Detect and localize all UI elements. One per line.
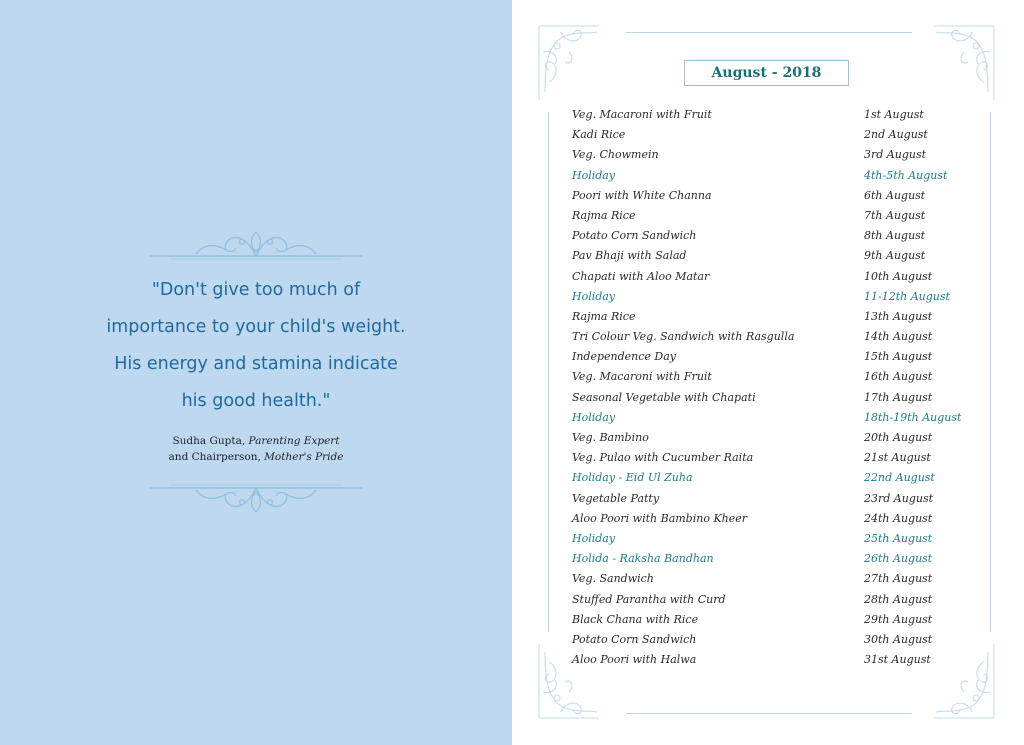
- menu-row: [572, 327, 992, 347]
- menu-dish: Holiday: [572, 410, 616, 424]
- menu-dish: Independence Day: [572, 350, 677, 364]
- menu-date: 2nd August: [864, 128, 928, 142]
- menu-date: 16th August: [864, 370, 933, 384]
- menu-row-holiday: [572, 166, 992, 186]
- menu-row: [572, 226, 992, 246]
- menu-row-holiday: [572, 408, 992, 428]
- menu-dish: Poori with White Channa: [572, 188, 712, 202]
- menu-row: [572, 388, 992, 408]
- menu-dish: Rajma Rice: [572, 309, 636, 323]
- menu-date: 18th-19th August: [864, 410, 962, 424]
- menu-dish: Veg. Chowmein: [572, 148, 659, 162]
- menu-row: [572, 186, 992, 206]
- menu-dish: Aloo Poori with Bambino Kheer: [572, 511, 748, 525]
- quote-attribution: [60, 433, 452, 465]
- quote-line: importance to your child's weight.: [106, 317, 406, 337]
- menu-row-holiday: [572, 468, 992, 488]
- menu-date: 9th August: [864, 249, 926, 263]
- menu-row: [572, 307, 992, 327]
- quote-line: "Don't give too much of: [151, 280, 361, 300]
- menu-date: 8th August: [864, 229, 926, 243]
- menu-date: 1st August: [864, 108, 924, 121]
- frame-bottom-line: [626, 713, 912, 714]
- frame-left-line: [548, 112, 549, 632]
- menu-row: [572, 569, 992, 589]
- menu-date: 17th August: [864, 390, 933, 404]
- menu-dish: Holida - Raksha Bandhan: [572, 552, 714, 566]
- menu-date: 20th August: [864, 431, 933, 444]
- menu-date: 7th August: [864, 208, 926, 222]
- menu-date: 21st August: [864, 451, 931, 465]
- menu-row: [572, 267, 992, 287]
- quote-line: His energy and stamina indicate: [114, 354, 398, 374]
- menu-dish: Veg. Sandwich: [572, 572, 654, 586]
- menu-row-holiday: [572, 287, 992, 307]
- menu-date: 11-12th August: [864, 289, 950, 303]
- menu-date: 14th August: [864, 330, 933, 344]
- menu-dish: Holiday: [572, 168, 616, 182]
- menu-row: [572, 590, 992, 610]
- menu-row: [572, 347, 992, 367]
- menu-date: 29th August: [864, 612, 933, 626]
- scroll-ornament-icon: [150, 482, 362, 516]
- filigree-corner-icon: [932, 22, 998, 102]
- quote-line: his good health.": [181, 391, 331, 411]
- menu-date: 28th August: [864, 592, 933, 606]
- menu-dish: Black Chana with Rice: [572, 612, 699, 626]
- menu-date: 4th-5th August: [864, 168, 948, 182]
- menu-dish: Holiday: [572, 289, 616, 303]
- frame-top-line: [626, 32, 912, 33]
- menu-date: 3rd August: [864, 148, 927, 162]
- menu-row: [572, 630, 992, 650]
- menu-date: 24th August: [864, 511, 933, 525]
- menu-dish: Veg. Bambino: [572, 431, 649, 444]
- menu-dish: Veg. Macaroni with Fruit: [572, 370, 712, 384]
- menu-date: 10th August: [864, 269, 933, 283]
- menu-dish: Vegetable Patty: [572, 491, 660, 505]
- filigree-corner-icon: [535, 22, 601, 102]
- menu-row: [572, 650, 992, 670]
- menu-date: 31st August: [864, 653, 931, 667]
- menu-row: [572, 448, 992, 468]
- menu-row: [572, 206, 992, 226]
- menu-date: 27th August: [864, 572, 933, 586]
- menu-date: 23rd August: [864, 491, 934, 505]
- menu-row-holiday: [572, 529, 992, 549]
- author-org: Mother's Pride: [264, 451, 344, 463]
- menu-dish: Seasonal Vegetable with Chapati: [572, 390, 756, 404]
- menu-dish: Potato Corn Sandwich: [572, 229, 697, 243]
- menu-row-holiday: [572, 549, 992, 569]
- menu-row: [572, 610, 992, 630]
- menu-row: [572, 428, 992, 448]
- menu-date: 6th August: [864, 188, 926, 202]
- menu-dish: Veg. Pulao with Cucumber Raita: [572, 451, 754, 465]
- menu-dish: Tri Colour Veg. Sandwich with Rasgulla: [572, 330, 795, 344]
- menu-date: 15th August: [864, 350, 933, 364]
- menu-date: 26th August: [864, 552, 933, 566]
- menu-dish: Veg. Macaroni with Fruit: [572, 108, 712, 121]
- menu-row: [572, 105, 992, 125]
- menu-row: [572, 489, 992, 509]
- menu-row: [572, 125, 992, 145]
- menu-row: [572, 145, 992, 165]
- menu-dish: Chapati with Aloo Matar: [572, 269, 710, 283]
- menu-dish: Potato Corn Sandwich: [572, 632, 697, 646]
- menu-row: [572, 367, 992, 387]
- menu-dish: Pav Bhaji with Salad: [572, 249, 687, 263]
- menu-row: [572, 509, 992, 529]
- quote-text: [60, 272, 452, 420]
- menu-list: [572, 105, 992, 670]
- author-name: Sudha Gupta,: [172, 435, 249, 447]
- menu-dish: Holiday: [572, 531, 616, 545]
- author-role: Parenting Expert: [248, 435, 340, 447]
- menu-row: [572, 246, 992, 266]
- author-line2-prefix: and Chairperson,: [168, 451, 265, 463]
- menu-date: 30th August: [864, 632, 933, 646]
- menu-date: 25th August: [864, 531, 933, 545]
- menu-date: 22nd August: [864, 471, 935, 485]
- menu-dish: Kadi Rice: [572, 128, 626, 142]
- menu-date: 13th August: [864, 309, 933, 323]
- month-title: August - 2018: [684, 60, 849, 86]
- scroll-ornament-icon: [150, 228, 362, 262]
- menu-dish: Stuffed Parantha with Curd: [572, 592, 726, 606]
- menu-dish: Holiday - Eid Ul Zuha: [572, 471, 693, 485]
- menu-dish: Aloo Poori with Halwa: [572, 653, 697, 667]
- menu-dish: Rajma Rice: [572, 208, 636, 222]
